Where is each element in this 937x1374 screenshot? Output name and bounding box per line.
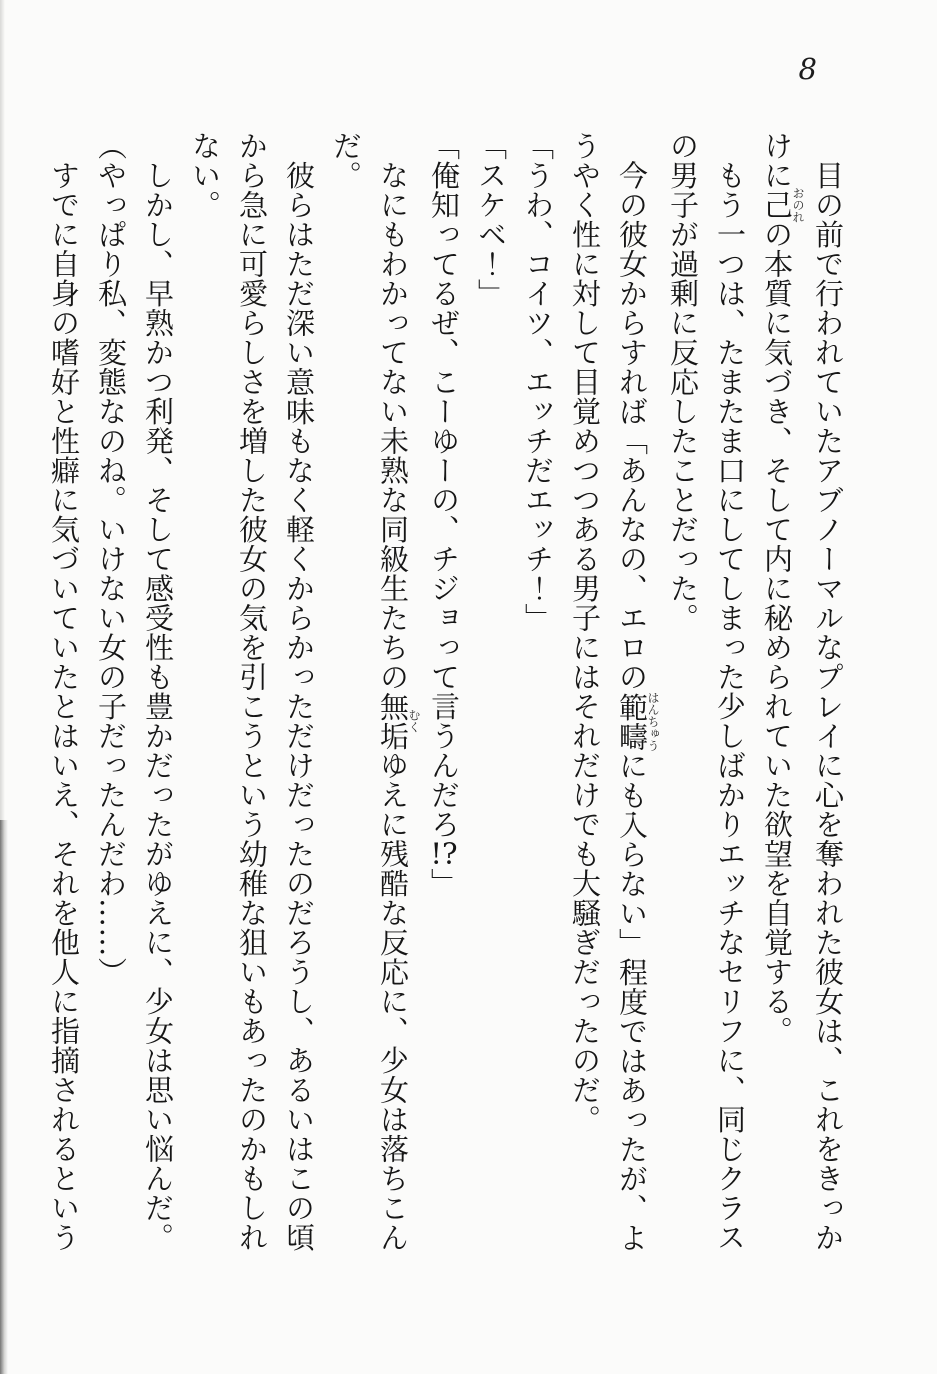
page-number: 8: [798, 52, 817, 86]
furigana: はんちゅう: [646, 691, 660, 752]
text-line: 今の彼女からすれば「あんなの、エロの範疇はんちゅうにも入らない」程度ではあったが、よ: [615, 131, 660, 1253]
text-line: うやく性に対して目覚めつつある男子にはそれだけでも大騒ぎだったのだ。: [568, 131, 602, 1134]
furigana: むく: [407, 691, 421, 751]
text-line: ない。: [188, 131, 222, 220]
ruby-annotated-word: 無垢むく: [376, 691, 421, 751]
text-line: もう一つは、たまたま口にしてしまった少しばかりエッチなセリフに、同じクラス: [713, 131, 747, 1252]
text-line: けに己おのれの本質に気づき、そして内に秘められていた欲望を自覚する。: [760, 131, 805, 1046]
furigana: おのれ: [791, 186, 805, 223]
text-line: 目の前で行われていたアブノーマルなプレイに心を奪われた彼女は、これをきっか: [811, 131, 845, 1252]
text-line: だ。: [329, 131, 363, 190]
ruby-annotated-word: 範疇はんちゅう: [615, 691, 660, 752]
text-line: 「うわ、コイツ、エッチだエッチ！」: [521, 131, 555, 633]
page-edge-shadow: [0, 820, 8, 1374]
text-line: の男子が過剰に反応したことだった。: [666, 131, 700, 633]
page-edge-shadow-top: [0, 0, 5, 830]
text-line: しかし、早熟かつ利発、そして感受性も豊かだったがゆえに、少女は思い悩んだ。: [141, 131, 175, 1252]
text-line: すでに自身の嗜好と性癖に気づいていたとはいえ、それを他人に指摘されるという: [47, 131, 81, 1252]
tate-chu-yoko: !?: [430, 839, 458, 868]
text-line: 彼らはただ深い意味もなく軽くからかっただけだったのだろうし、あるいはこの頃: [282, 131, 316, 1252]
text-line: （やっぱり私、変態なのね。いけない女の子だったんだわ……）: [94, 131, 128, 987]
text-line: 「俺知ってるぜ、こーゆーの、チジョって言うんだろ!?」: [427, 131, 461, 898]
text-line: 「スケベ！」: [474, 131, 508, 308]
text-line: なにもわかってない未熟な同級生たちの無垢むくゆえに残酷な反応に、少女は落ちこん: [376, 131, 421, 1252]
ruby-annotated-word: 己おのれ: [760, 186, 805, 223]
text-line: から急に可愛らしさを増した彼女の気を引こうという幼稚な狙いもあったのかもしれ: [235, 131, 269, 1252]
text-block: [40, 131, 851, 1346]
